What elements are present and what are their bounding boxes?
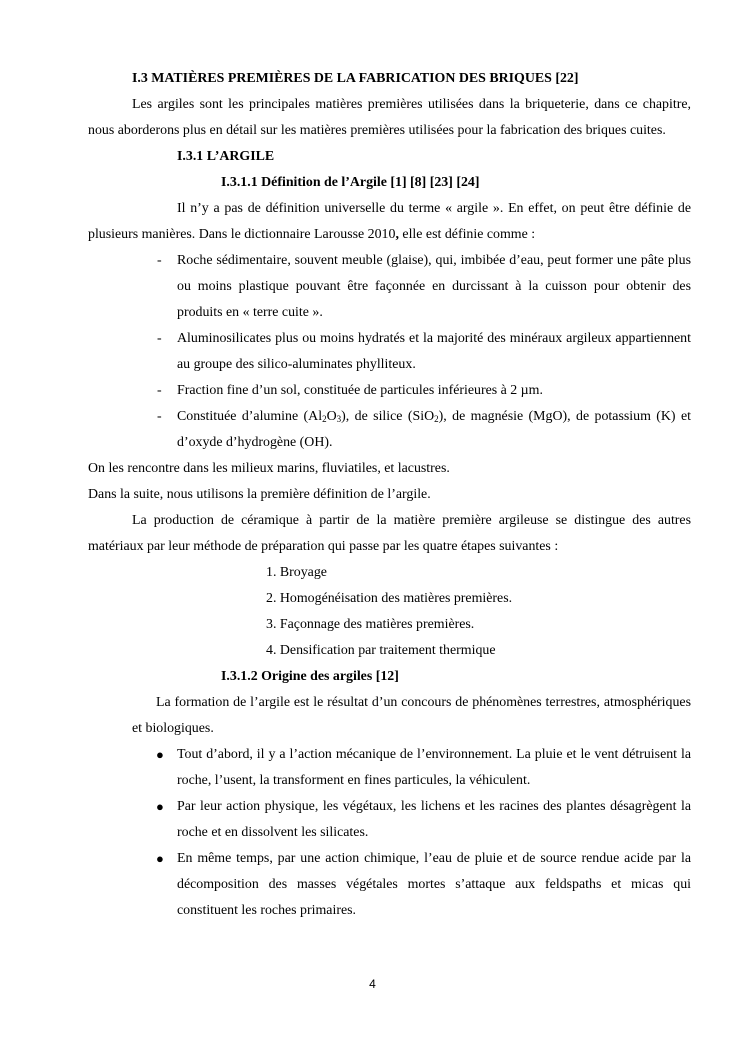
environments-paragraph: On les rencontre dans les milieux marins, fluviatiles, et lacustres. — [88, 461, 450, 476]
list-item — [88, 742, 691, 794]
dash-marker: - — [157, 383, 162, 398]
definition-intro-tail: elle est définie comme : — [398, 227, 536, 242]
definition-heading: I.3.1.1 Définition de l’Argile [1] [8] [23] [24] — [221, 175, 480, 190]
list-item — [88, 248, 691, 326]
dash-marker: - — [157, 253, 162, 268]
definition-intro-comma: , — [395, 227, 399, 242]
origin-list — [88, 742, 691, 924]
step-item: 4. Densification par traitement thermique — [266, 643, 496, 658]
section-title: I.3 MATIÈRES PREMIÈRES DE LA FABRICATION DES BRIQUES [22] — [132, 71, 579, 86]
definition-text: Aluminosilicates plus ou moins hydratés et la majorité des minéraux argileux appartiennent au groupe des silico-aluminates phylliteux. — [177, 331, 691, 372]
steps-list — [88, 560, 691, 664]
subscript: 2 — [434, 414, 439, 424]
list-item — [88, 794, 691, 846]
usage-note: Dans la suite, nous utilisons la première définition de l’argile. — [88, 487, 431, 502]
formula-text: Constituée d’alumine (Al — [177, 409, 323, 424]
origin-point: En même temps, par une action chimique, l’eau de pluie et de source rendue acide par la décomposition des masses végétales mortes s’attaque aux feldspaths et micas qui constituent les roches primaires. — [177, 851, 691, 918]
bullet-icon: ● — [156, 851, 164, 866]
page-content — [88, 66, 691, 924]
step-item: 2. Homogénéisation des matières premières. — [266, 591, 513, 606]
formula-text: ), de magnésie (MgO), de potassium (K) et d’oxyde d’hydrogène (OH). — [177, 409, 692, 450]
subscript: 2 — [322, 414, 327, 424]
origin-heading: I.3.1.2 Origine des argiles [12] — [221, 669, 399, 684]
subscript: 3 — [336, 414, 342, 424]
definition-intro — [88, 196, 691, 248]
page-number: 4 — [369, 977, 376, 991]
definition-intro-text: Il n’y a pas de définition universelle du terme « argile ». En effet, on peut être définie de plusieurs manières. Dans le dictionnaire Larousse 2010 — [88, 201, 691, 242]
bullet-icon: ● — [156, 799, 164, 814]
step-item: 1. Broyage — [266, 565, 327, 580]
list-item — [88, 846, 691, 924]
formula-text: ), de silice (SiO — [341, 409, 435, 424]
intro-paragraph: Les argiles sont les principales matières premières utilisées dans la briqueterie, dans ce chapitre, nous aborderons plus en détail sur les matières premières utilisées pour la fabrication des briques cuites. — [88, 97, 691, 138]
subsection-title: I.3.1 L’ARGILE — [177, 149, 275, 164]
definition-text — [177, 409, 691, 450]
dash-marker: - — [157, 409, 162, 424]
definition-text: Roche sédimentaire, souvent meuble (glaise), qui, imbibée d’eau, peut former une pâte plus ou moins plastique pouvant être façonnée en durcissant à la cuisson pour obtenir des produits en « terre cuite ». — [177, 253, 691, 320]
origin-intro: La formation de l’argile est le résultat d’un concours de phénomènes terrestres, atmosphériques et biologiques. — [132, 695, 691, 736]
list-item — [88, 378, 691, 404]
definition-text: Fraction fine d’un sol, constituée de particules inférieures à 2 µm. — [177, 383, 543, 398]
list-item — [88, 326, 691, 378]
step-item: 3. Façonnage des matières premières. — [266, 617, 475, 632]
formula-text: O — [326, 409, 337, 424]
production-intro: La production de céramique à partir de la matière première argileuse se distingue des autres matériaux par leur méthode de préparation qui passe par les quatre étapes suivantes : — [88, 513, 691, 554]
origin-point: Tout d’abord, il y a l’action mécanique de l’environnement. La pluie et le vent détruisent la roche, l’usent, la transforment en fines particules, la véhiculent. — [177, 747, 691, 788]
origin-block — [88, 690, 691, 742]
origin-point: Par leur action physique, les végétaux, les lichens et les racines des plantes désagrègent la roche et en dissolvent les silicates. — [177, 799, 691, 840]
bullet-icon: ● — [156, 747, 164, 762]
dash-marker: - — [157, 331, 162, 346]
list-item — [88, 404, 691, 456]
definition-list — [88, 248, 691, 456]
